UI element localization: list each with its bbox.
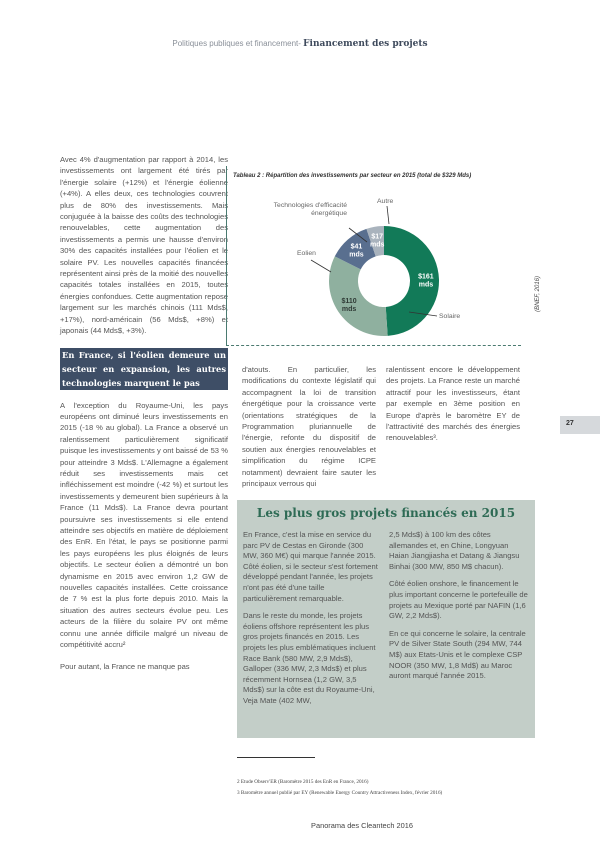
paragraph: Pour autant, la France ne manque pas [60,662,190,672]
chart-source: (BNEF, 2016) [535,276,541,312]
legend-label-eolien: Eolien [297,250,316,257]
legend-label-solaire: Solaire [439,313,461,320]
chapter-title: Financement des projets [303,39,428,49]
chart-box [226,166,541,346]
page-number: 27 [560,416,600,434]
legend-label-autre: Autre [377,198,394,205]
data-label: $161 mds [418,273,434,289]
leader-line [311,260,331,272]
donut-chart [227,166,522,346]
footnote-rule [237,757,315,758]
data-label: $17 mds [370,233,385,249]
paragraph: Côté éolien onshore, le financement le plus important concerne le portefeuille de projets au Mexique porté par NAFIN (1,6 GW, 2,2 Mds$). [389,579,528,621]
paragraph: En France, c'est la mise en service du parc PV de Cestas en Gironde (300 MW, 360 M€) qui marque l'année 2015. Côté éolien, si le secteur s'est fortement développé pendant l'année, les projets n'ont pas été d'une taille particulièrement remarquable. [243,530,378,603]
paragraph: Avec 4% d'augmentation par rapport à 2014, les investissements ont largement été tirés par l'énergie solaire (+12%) et l'énergie éolienne (+4%). A elles deux, ces technologies couvrent plus de 80% des investissements. Mais conjuguée à la baisse des coûts des technologies renouvelables, cette augmentation des investissements a permis une hausse d'environ 30% des capacités installées pour l'éolien et le solaire PV. Les nouvelles capacités financées représentent ainsi près de la moitié des nouvelles capacités totales installées en 2015, toutes énergies confondues. Cette augmentation repose largement sur les marchés chinois (111 Mds$, +17%), nord-américain (56 Mds$, +8%) et japonais (44 Mds$, +3%). [60,155,228,336]
chart-title: Tableau 2 : Répartition des investissements par secteur en 2015 (total de $329 Mds) [233,173,472,179]
paragraph: En ce qui concerne le solaire, la centrale PV de Silver State South (294 MW, 744 M$) aux Etats-Unis et le complexe CSP NOOR (350 MW, 1,8 Md$) au Maroc auront marqué l'année 2015. [389,628,526,681]
legend-label-efficacite: Technologies d'efficacité énergétique [273,202,347,217]
column-1 [60,154,228,684]
footnote: 3 Baromètre annuel publié par EY (Renewable Energy Country Attractiveness Index, février 2016) [237,790,443,796]
data-label: $110 mds [341,298,357,314]
sidebar-box [237,500,535,738]
box-column-2 [389,530,529,689]
section-heading: En France, si l'éolien demeure un secteur en expansion, les autres technologies marquent le pas [62,349,226,388]
box-column-1 [243,530,379,714]
donut-slice-1 [329,256,388,336]
running-header [0,39,600,49]
box-title: Les plus gros projets financés en 2015 [256,506,516,520]
column-3 [386,364,520,455]
section-name: Politiques publiques et financement- [172,39,301,48]
paragraph: 2,5 Mds$) à 100 km des côtes allemandes et, en Chine, Longyuan Haian Jiangjiasha et Datang & Jiangsu Binhai (300 MW, 850 M$ chacun). [389,530,520,571]
column-2 [242,364,376,500]
footnote: 2 Etude Observ'ER (Baromètre 2015 des EnR en France, 2016) [237,779,369,785]
paragraph: ralentissent encore le développement des projets. La France reste un marché attractif pour les investisseurs, étant par exemple en 3ème position en Europe d'après le baromètre EY de l'attractivité des marchés des énergies renouvelables³. [386,365,520,443]
paragraph: A l'exception du Royaume-Uni, les pays européens ont diminué leurs investissements en 2015 (-18 % au global). La France a observé un ralentissement particulièrement significatif puisque les investissements y ont baissé de 53 % pour atteindre 3 Mds$. L'Allemagne a également réduit ses investissements mais cet infléchissement est moindre (-42 %) et surtout les investissements y demeurent bien supérieurs à la France (11 Mds$). La France devra pourtant poursuivre ses investissements si elle entend atteindre ses objectifs en matière de déploiement des EnR. En l'état, le pays se positionne parmi les pays européens les plus éloignés de leurs objectifs. Le secteur éolien a démontré un bon dynamisme en 2015 avec environ 1,2 GW de nouvelles capacités installées. Cette croissance de 7 % est la plus forte depuis 2010. Mais la situation des autres secteurs évolue peu. Les acteurs de la filière du solaire PV ont même connu une année difficile malgré un niveau de compétitivité accru² [60,400,228,650]
paragraph: d'atouts. En particulier, les modifications du contexte législatif qui accompagnent la loi de transition énergétique pour la croissance verte (orientations stratégiques de la Programmation pluriannuelle de l'énergie, refonte du dispositif de soutien aux énergies renouvelables et simplification du régime ICPE notamment) devraient faire sauter les principaux verrous qui [242,365,376,489]
leader-line [387,206,389,224]
page-footer: Panorama des Cleantech 2016 [311,821,413,830]
paragraph: Dans le reste du monde, les projets éoliens offshore représentent les plus gros projets financés en 2015. Les projets les plus emblématiques incluent Race Bank (580 MW, 2,9 Mds$), Galloper (336 MW, 2,3 Mds$) et plus récemment Hornsea (1,2 GW, 3,5 Mds$) sur la côte est du Royaume-Uni, Veja Mate (402 MW, [243,611,376,705]
data-label: $41 mds [349,243,364,259]
